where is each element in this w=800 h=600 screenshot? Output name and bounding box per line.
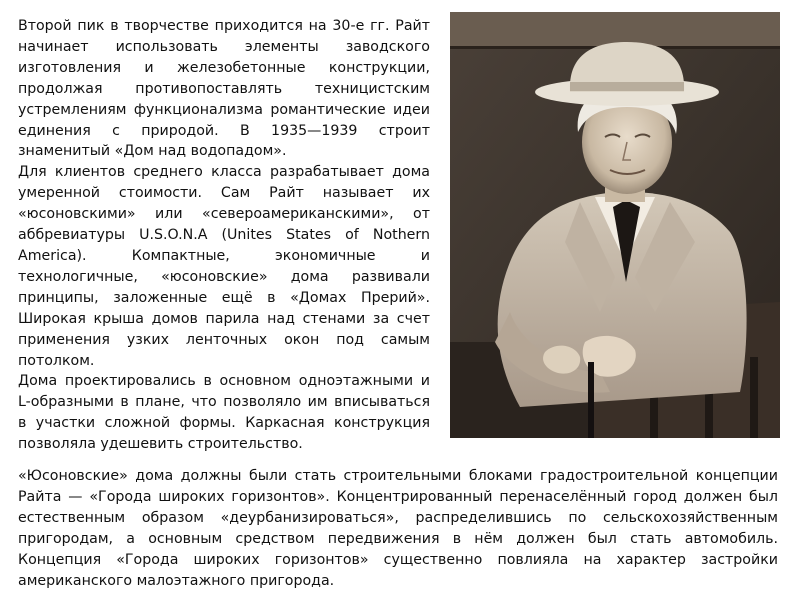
paragraph-usonian-houses: Для клиентов среднего класса разрабатывает дома умеренной стоимости. Сам Райт называет их «юсоновскими» или «североамериканскими», от аббревиатуры U.S.O.N.A (Unites States of Nothern America). Компактные, экономичные и технологичные, «юсоновские» дома развивали принципы, заложенные ещё в «Домах Прерий». Широкая крыша домов парила над стенами за счет применения узких ленточных окон под самым потолком. xyxy=(18,164,430,369)
overlapping-paragraph xyxy=(18,466,778,591)
paragraph-l-shaped-houses: Дома проектировались в основном одноэтажными и L-образными в плане, что позволяло им вписываться в участки сложной формы. Каркасная конструкция позволяла удешевить строительство. xyxy=(18,373,430,453)
paragraph-broadacre-city: «Юсоновские» дома должны были стать строительными блоками градостроительной концепции Райта — «Города широких горизонтов». Концентрированный перенаселённый город должен был естественным образом «деурбанизироваться», распределившись по сельскохозяйственным пригородам, а основным средством передвижения в нём должен был стать автомобиль. Концепция «Города широких горизонтов» существенно повлияла на характер застройки американского малоэтажного пригорода. xyxy=(18,468,778,589)
paragraph-second-peak: Второй пик в творчестве приходится на 30-е гг. Райт начинает использовать элементы заводского изготовления и железобетонные конструкции, продолжая противопоставлять техницистским устремлениям функционализма романтические идеи единения с природой. В 1935—1939 строит знаменитый «Дом над водопадом». xyxy=(18,18,430,160)
left-text-column xyxy=(18,16,430,455)
portrait-photo xyxy=(450,12,780,438)
